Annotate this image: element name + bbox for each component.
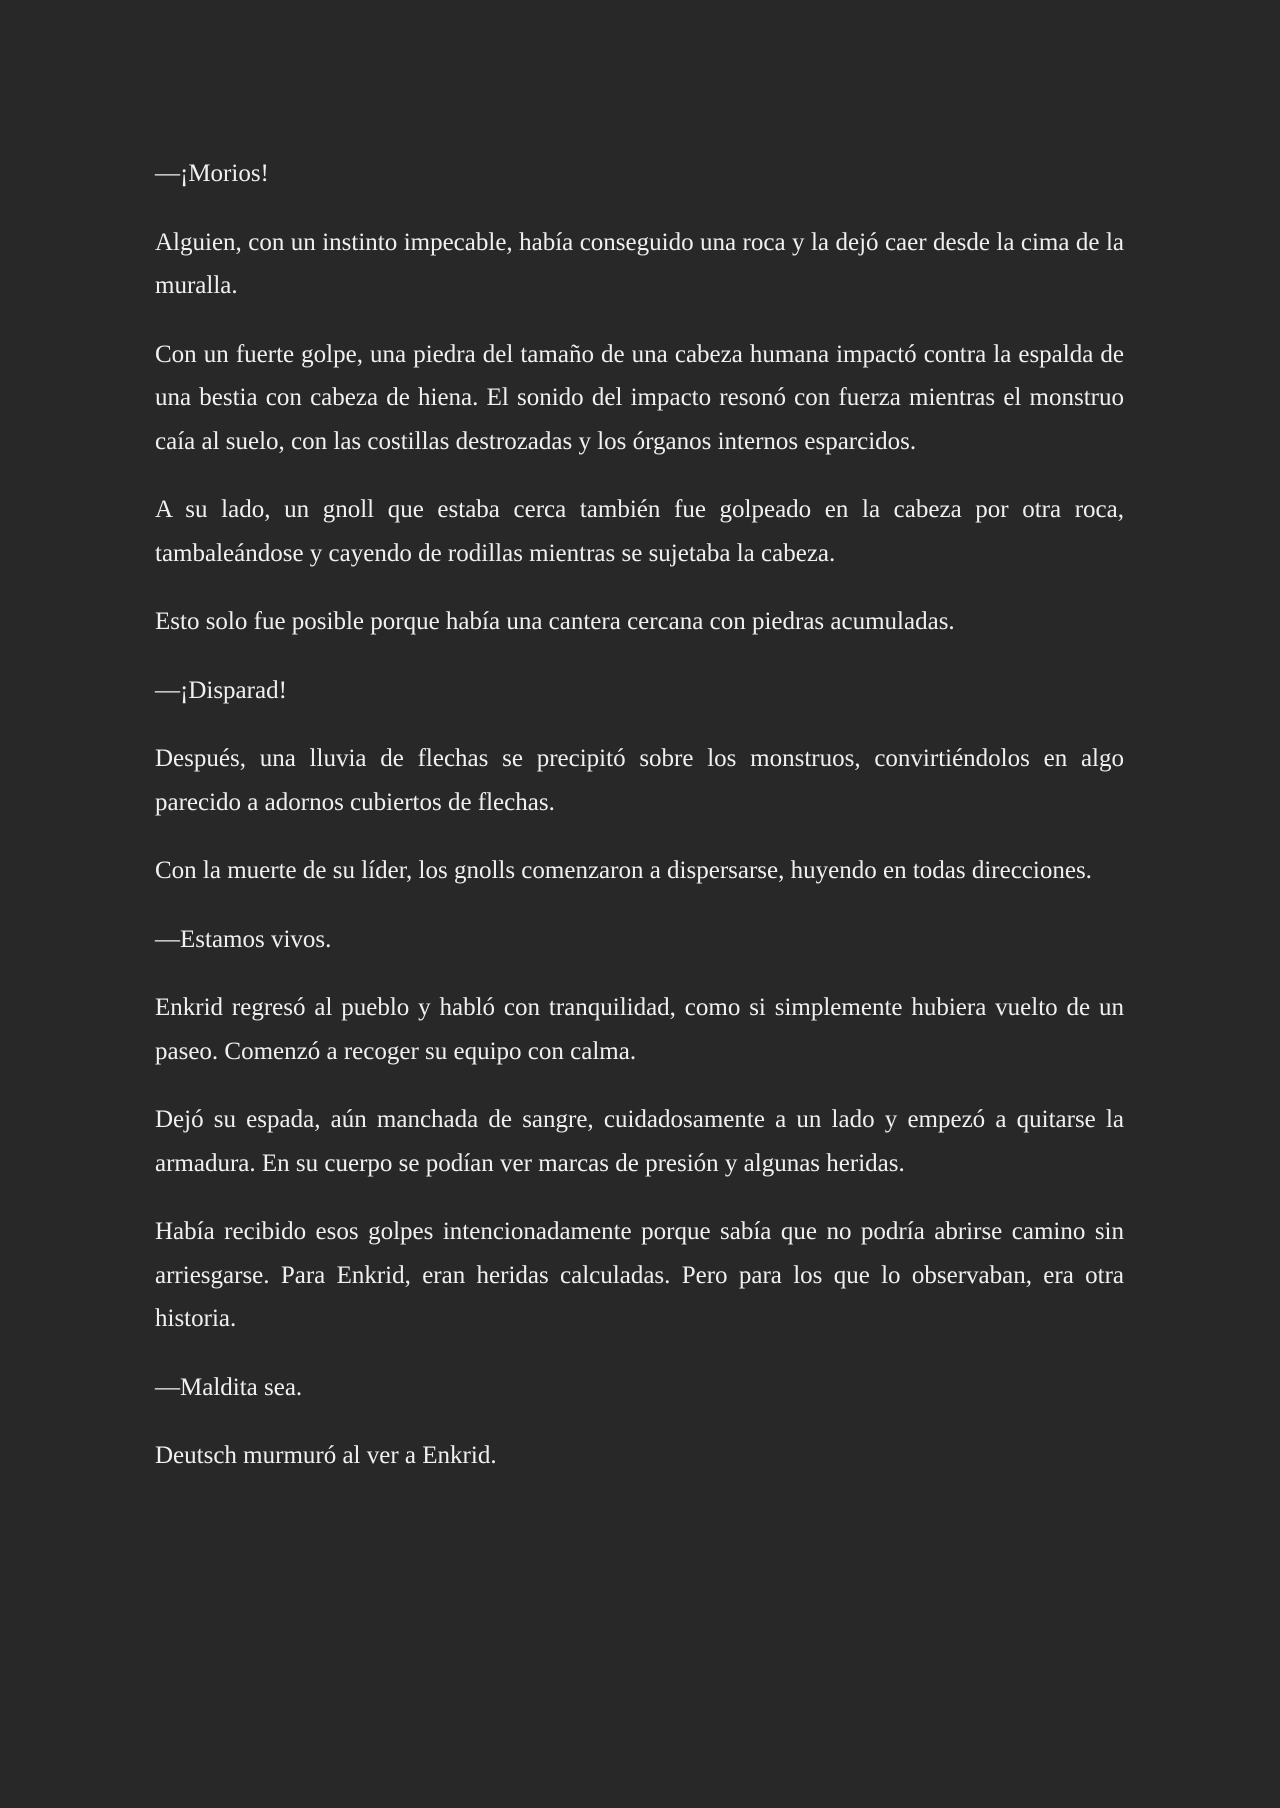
paragraph-rock-drop: Alguien, con un instinto impecable, había conseguido una roca y la dejó caer desde la cima de la muralla. [155,228,1124,299]
paragraph-arrow-rain: Después, una lluvia de flechas se precipitó sobre los monstruos, convirtiéndolos en algo parecido a adornos cubiertos de flechas. [155,745,1124,816]
paragraph-calculated-wounds: Había recibido esos golpes intencionadamente porque sabía que no podría abrirse camino sin arriesgarse. Para Enkrid, eran heridas calculadas. Pero para los que lo observaban, era otra historia. [155,1218,1124,1332]
paragraph-enkrid-returns: Enkrid regresó al pueblo y habló con tranquilidad, como si simplemente hubiera vuelto de un paseo. Comenzó a recoger su equipo con calma. [155,994,1124,1065]
paragraph-gnoll-hit: A su lado, un gnoll que estaba cerca también fue golpeado en la cabeza por otra roca, tambaleándose y cayendo de rodillas mientras se sujetaba la cabeza. [155,496,1124,567]
paragraph-dialogue-maldita: —Maldita sea. [155,1373,303,1401]
paragraph-dialogue-disparad: —¡Disparad! [155,676,287,704]
paragraph-stone-impact: Con un fuerte golpe, una piedra del tamaño de una cabeza humana impactó contra la espalda de una bestia con cabeza de hiena. El sonido del impacto resonó con fuerza mientras el monstruo caía al suelo, con las costillas destrozadas y los órganos internos esparcidos. [155,340,1124,455]
paragraph-dialogue-morios: —¡Morios! [155,160,269,187]
paragraph-dialogue-vivos: —Estamos vivos. [155,925,332,953]
paragraph-deutsch-murmurs: Deutsch murmuró al ver a Enkrid. [155,1442,497,1469]
paragraph-quarry: Esto solo fue posible porque había una cantera cercana con piedras acumuladas. [155,608,955,635]
paragraph-armor-removal: Dejó su espada, aún manchada de sangre, cuidadosamente a un lado y empezó a quitarse la armadura. En su cuerpo se podían ver marcas de presión y algunas heridas. [155,1106,1124,1177]
paragraph-gnolls-scatter: Con la muerte de su líder, los gnolls comenzaron a dispersarse, huyendo en todas direcciones. [155,857,1092,884]
chapter-text [155,152,1124,1478]
